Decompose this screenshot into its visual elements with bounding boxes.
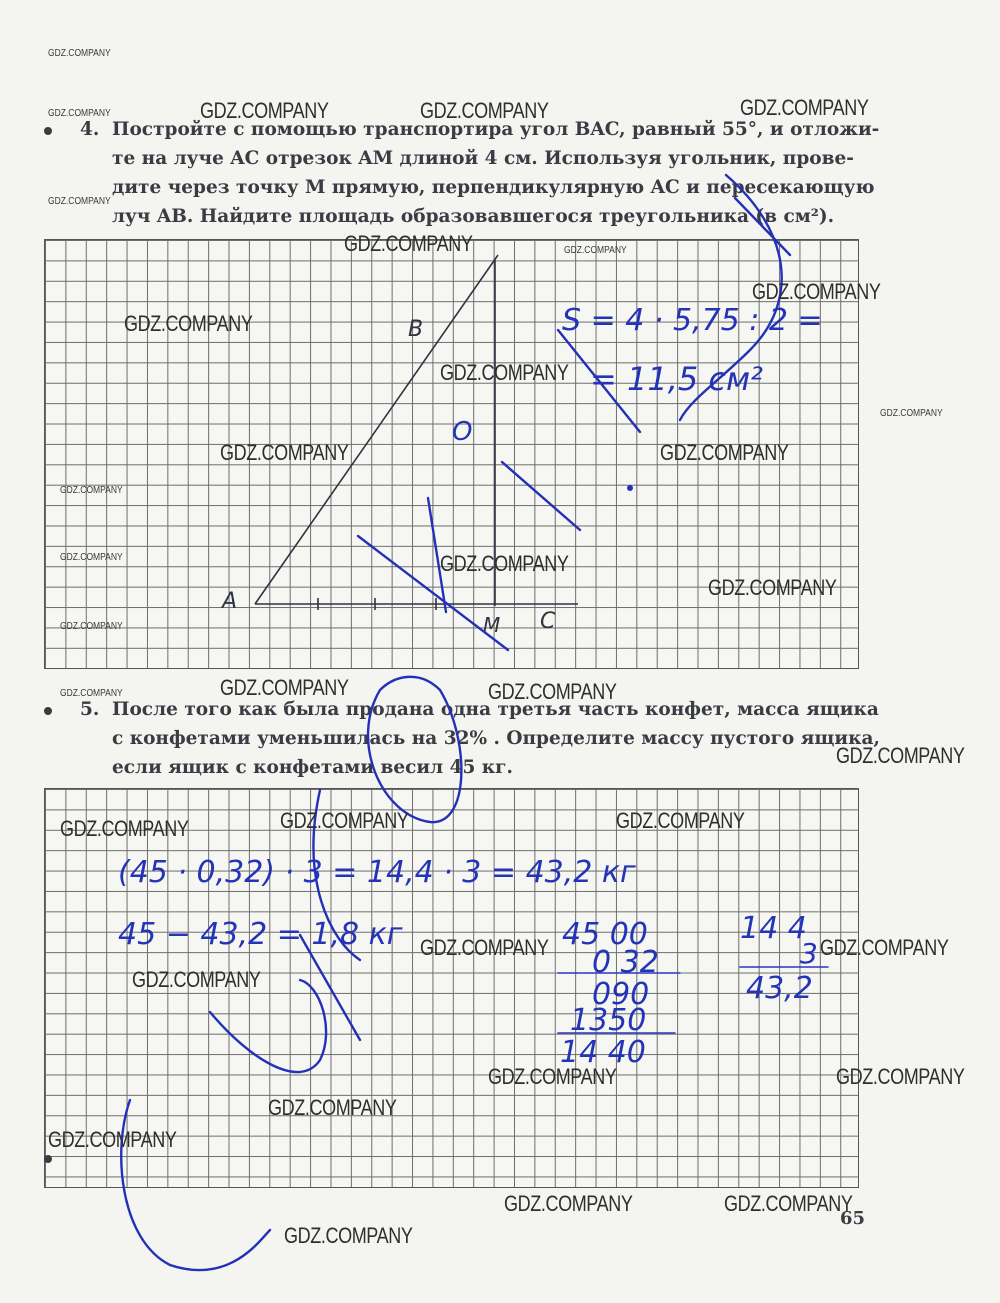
- watermark: GDZ.COMPANY: [60, 688, 123, 699]
- calc1-row4: 1350: [570, 1003, 647, 1038]
- watermark: GDZ.COMPANY: [60, 816, 189, 841]
- watermark: GDZ.COMPANY: [48, 108, 111, 119]
- watermark: GDZ.COMPANY: [132, 967, 261, 992]
- watermark: GDZ.COMPANY: [420, 98, 549, 123]
- watermark: GDZ.COMPANY: [48, 48, 111, 59]
- hw5-line2: 45 − 43,2 = 1,8 кг: [118, 917, 403, 952]
- watermark: GDZ.COMPANY: [820, 935, 949, 960]
- watermark: GDZ.COMPANY: [836, 743, 965, 768]
- task4-line-4: луч AB. Найдите площадь образовавшегося треугольника (в см²).: [112, 206, 835, 227]
- watermark: GDZ.COMPANY: [488, 1064, 617, 1089]
- calc2-row2: 3: [800, 937, 818, 970]
- task5-number: 5.: [80, 699, 100, 720]
- watermark: GDZ.COMPANY: [60, 485, 123, 496]
- task5-bullet: [44, 707, 52, 715]
- watermark: GDZ.COMPANY: [564, 245, 627, 256]
- watermark: GDZ.COMPANY: [708, 575, 837, 600]
- label-b: B: [408, 317, 424, 342]
- watermark: GDZ.COMPANY: [440, 551, 569, 576]
- label-o: O: [452, 417, 473, 447]
- task4-line-1: Постройте с помощью транспортира угол BAC, равный 55°, и отложи-: [112, 119, 880, 140]
- watermark: GDZ.COMPANY: [880, 408, 943, 419]
- page-number: 65: [840, 1208, 866, 1229]
- hw4-line2: = 11,5 см²: [590, 360, 763, 398]
- watermark: GDZ.COMPANY: [220, 440, 349, 465]
- watermark: GDZ.COMPANY: [420, 935, 549, 960]
- watermark: GDZ.COMPANY: [60, 552, 123, 563]
- calc1-row2: 0 32: [592, 945, 659, 980]
- hw5-line1: (45 · 0,32) · 3 = 14,4 · 3 = 43,2 кг: [118, 855, 636, 890]
- watermark: GDZ.COMPANY: [284, 1223, 413, 1248]
- watermark: GDZ.COMPANY: [48, 1127, 177, 1152]
- watermark: GDZ.COMPANY: [504, 1191, 633, 1216]
- task4-number: 4.: [80, 119, 100, 140]
- task5-line-3: если ящик с конфетами весил 45 кг.: [112, 757, 513, 778]
- hw4-line1: S = 4 · 5,75 : 2 =: [562, 303, 823, 338]
- watermark: GDZ.COMPANY: [660, 440, 789, 465]
- task5-line-2: с конфетами уменьшилась на 32% . Определите массу пустого ящика,: [112, 728, 880, 749]
- watermark: GDZ.COMPANY: [488, 679, 617, 704]
- watermark: GDZ.COMPANY: [440, 360, 569, 385]
- calc1-row5: 14 40: [560, 1035, 646, 1070]
- task4-line-2: те на луче AC отрезок AM длиной 4 см. Используя угольник, прове-: [112, 148, 854, 169]
- label-c: C: [540, 609, 556, 634]
- watermark: GDZ.COMPANY: [220, 675, 349, 700]
- watermark: GDZ.COMPANY: [268, 1095, 397, 1120]
- watermark: GDZ.COMPANY: [740, 95, 869, 120]
- watermark: GDZ.COMPANY: [280, 808, 409, 833]
- watermark: GDZ.COMPANY: [724, 1191, 853, 1216]
- watermark: GDZ.COMPANY: [60, 621, 123, 632]
- watermark: GDZ.COMPANY: [200, 98, 329, 123]
- calc2-row1: 14 4: [740, 911, 807, 946]
- label-a: A: [222, 589, 238, 614]
- margin-bullet: [44, 1155, 52, 1163]
- task4-line-3: дите через точку M прямую, перпендикулярную AC и пересекающую: [112, 177, 875, 198]
- task5-text: [80, 695, 880, 782]
- calc1-row3: 090: [592, 977, 650, 1012]
- task4-bullet: [44, 127, 52, 135]
- watermark: GDZ.COMPANY: [48, 196, 111, 207]
- watermark: GDZ.COMPANY: [616, 808, 745, 833]
- watermark: GDZ.COMPANY: [752, 279, 881, 304]
- watermark: GDZ.COMPANY: [836, 1064, 965, 1089]
- watermark: GDZ.COMPANY: [344, 231, 473, 256]
- watermark: GDZ.COMPANY: [124, 311, 253, 336]
- task5-line-1: После того как была продана одна третья часть конфет, масса ящика: [112, 699, 879, 720]
- label-m: M: [483, 613, 501, 637]
- calc1-row1: 45 00: [562, 917, 648, 952]
- calc2-row3: 43,2: [746, 971, 813, 1006]
- task4-text: [80, 115, 880, 231]
